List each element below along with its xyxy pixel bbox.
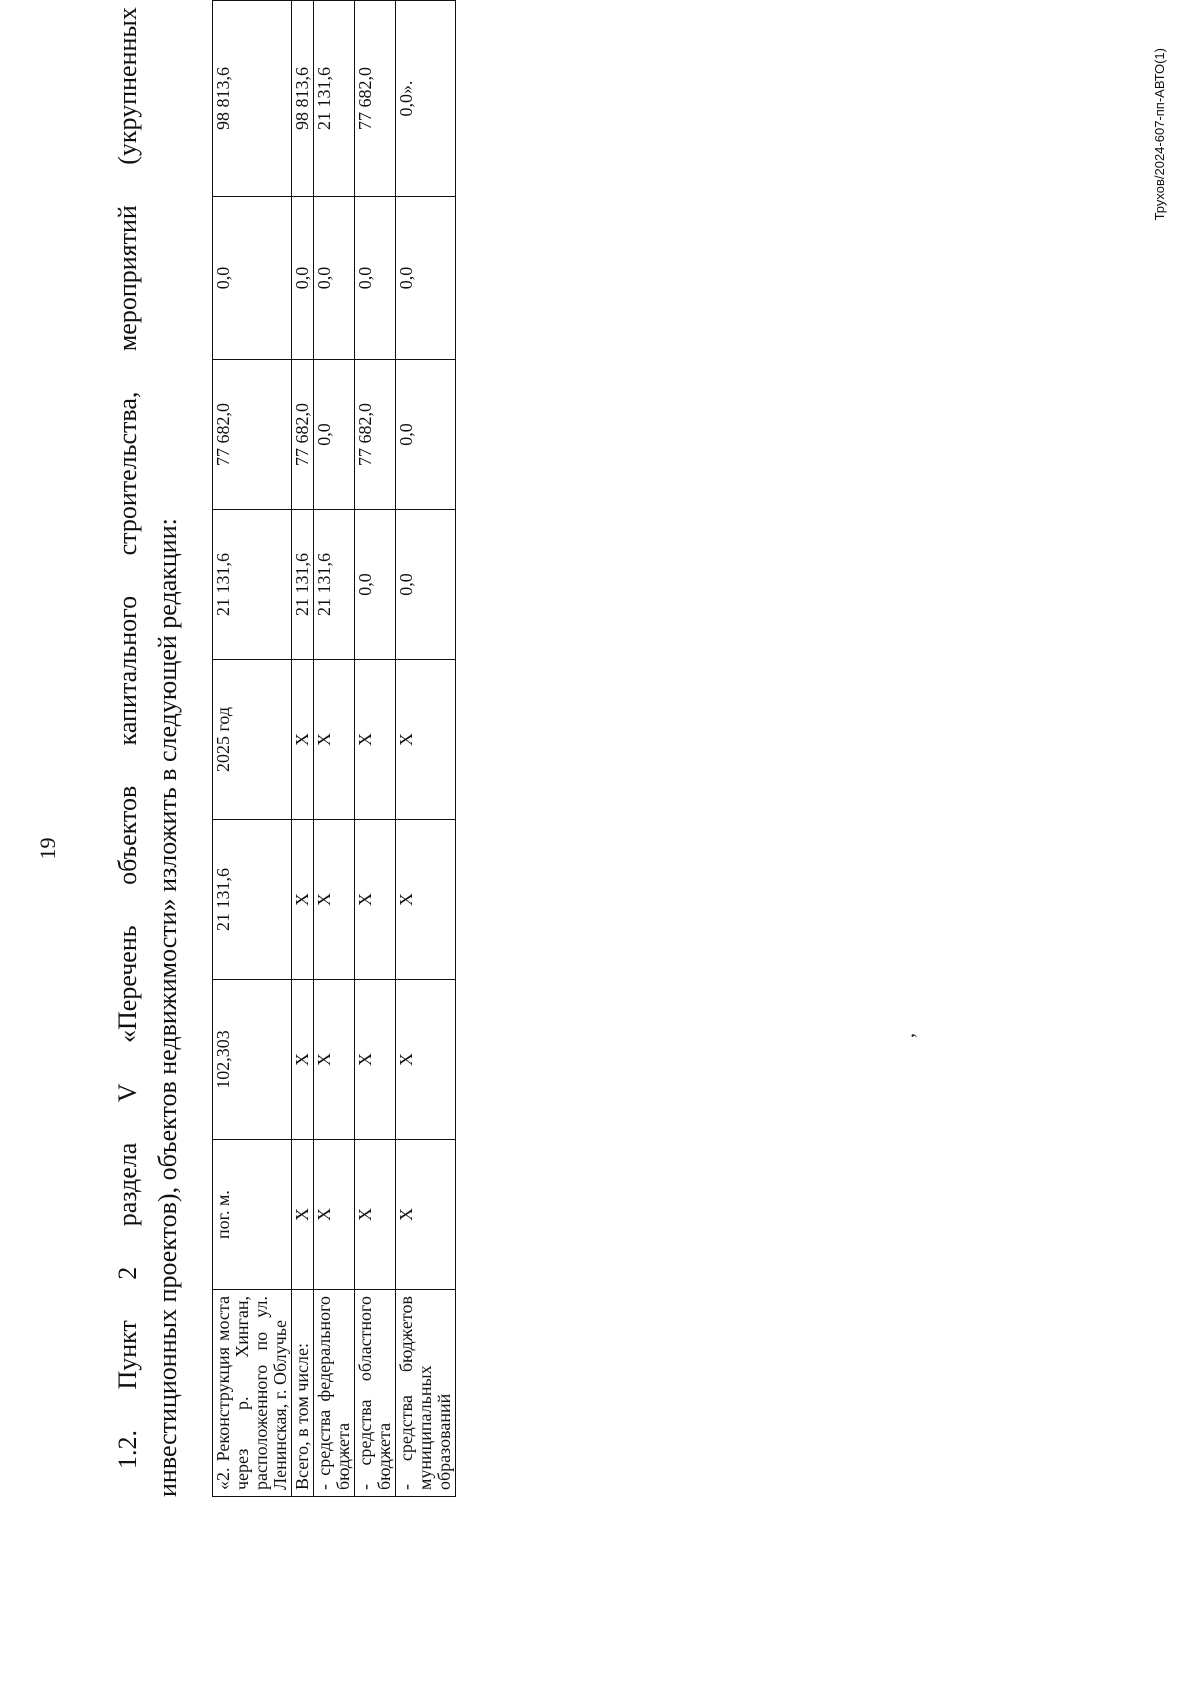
table-cell: 21 131,6 [213, 820, 292, 980]
table-cell: Х [355, 820, 396, 980]
intro-line-2: инвестиционных проектов), объектов недвижимости» изложить в следующей редакции: [153, 518, 182, 1497]
table-cell: 21 131,6 [213, 510, 292, 660]
table-cell: Х [314, 660, 355, 820]
table-cell: 77 682,0 [213, 360, 292, 510]
document-footer: Трухов/2024-607-пп-АВТО(1) [1152, 48, 1167, 221]
table-cell-name: Всего, в том числе: [292, 1290, 314, 1497]
stray-mark: ʼ [908, 1032, 930, 1039]
table-cell: Х [292, 660, 314, 820]
intro-word: Пункт [113, 1320, 142, 1390]
intro-word: 1.2. [113, 1430, 142, 1469]
table-cell-name: - средства бюджетов муниципальных образований [396, 1290, 456, 1497]
table-cell: Х [355, 1140, 396, 1290]
intro-word: раздела [113, 1142, 142, 1227]
table-cell: 0,0 [396, 510, 456, 660]
table-cell: Х [292, 1140, 314, 1290]
table-cell: 0,0 [355, 510, 396, 660]
intro-word: объектов [113, 785, 142, 885]
table-cell: Х [292, 980, 314, 1140]
table-cell: Х [396, 1140, 456, 1290]
intro-word: капитального [113, 595, 142, 746]
intro-word: 2 [113, 1266, 142, 1280]
table-cell-name: «2. Реконструкция моста через р. Хинган, расположенного по ул. Ленинская, г. Облучье [213, 1290, 292, 1497]
table-row [355, 1, 396, 1497]
table-cell: 98 813,6 [213, 1, 292, 197]
table-row [396, 1, 456, 1497]
table-cell: Х [355, 980, 396, 1140]
table-cell: 0,0 [355, 197, 396, 360]
table-cell: Х [292, 820, 314, 980]
table-cell-name: - средства областного бюджета [355, 1290, 396, 1497]
table-cell: 2025 год [213, 660, 292, 820]
table-cell: 0,0 [314, 197, 355, 360]
table-cell: 0,0 [396, 197, 456, 360]
intro-paragraph [108, 7, 188, 1497]
table-cell: 21 131,6 [314, 1, 355, 197]
investment-table [212, 0, 456, 1497]
intro-word: мероприятий [113, 205, 142, 352]
table-cell: 77 682,0 [355, 1, 396, 197]
table-cell: Х [396, 660, 456, 820]
table-cell: 0,0 [292, 197, 314, 360]
table-cell: Х [396, 820, 456, 980]
intro-line-1 [108, 7, 148, 1497]
table-cell: пог. м. [213, 1140, 292, 1290]
table-cell: Х [355, 660, 396, 820]
table-cell: 77 682,0 [292, 360, 314, 510]
table-row [314, 1, 355, 1497]
table-cell: 0,0 [213, 197, 292, 360]
table-cell: Х [314, 980, 355, 1140]
table-cell: 0,0 [396, 360, 456, 510]
table-row-object [213, 1, 292, 1497]
intro-word: V [113, 1083, 142, 1103]
intro-word: «Перечень [113, 925, 142, 1043]
table-cell: 21 131,6 [314, 510, 355, 660]
table-cell: 21 131,6 [292, 510, 314, 660]
table-cell: Х [396, 980, 456, 1140]
table-cell: Х [314, 1140, 355, 1290]
table-row [292, 1, 314, 1497]
table-cell: 77 682,0 [355, 360, 396, 510]
table-cell: 102,303 [213, 980, 292, 1140]
table-cell: 98 813,6 [292, 1, 314, 197]
intro-word: строительства, [113, 391, 142, 556]
table-cell: 0,0». [396, 1, 456, 197]
table-cell: Х [314, 820, 355, 980]
page-number: 19 [35, 837, 60, 860]
table-cell-name: - средства федерального бюджета [314, 1290, 355, 1497]
intro-word: (укрупненных [113, 7, 142, 165]
table-cell: 0,0 [314, 360, 355, 510]
